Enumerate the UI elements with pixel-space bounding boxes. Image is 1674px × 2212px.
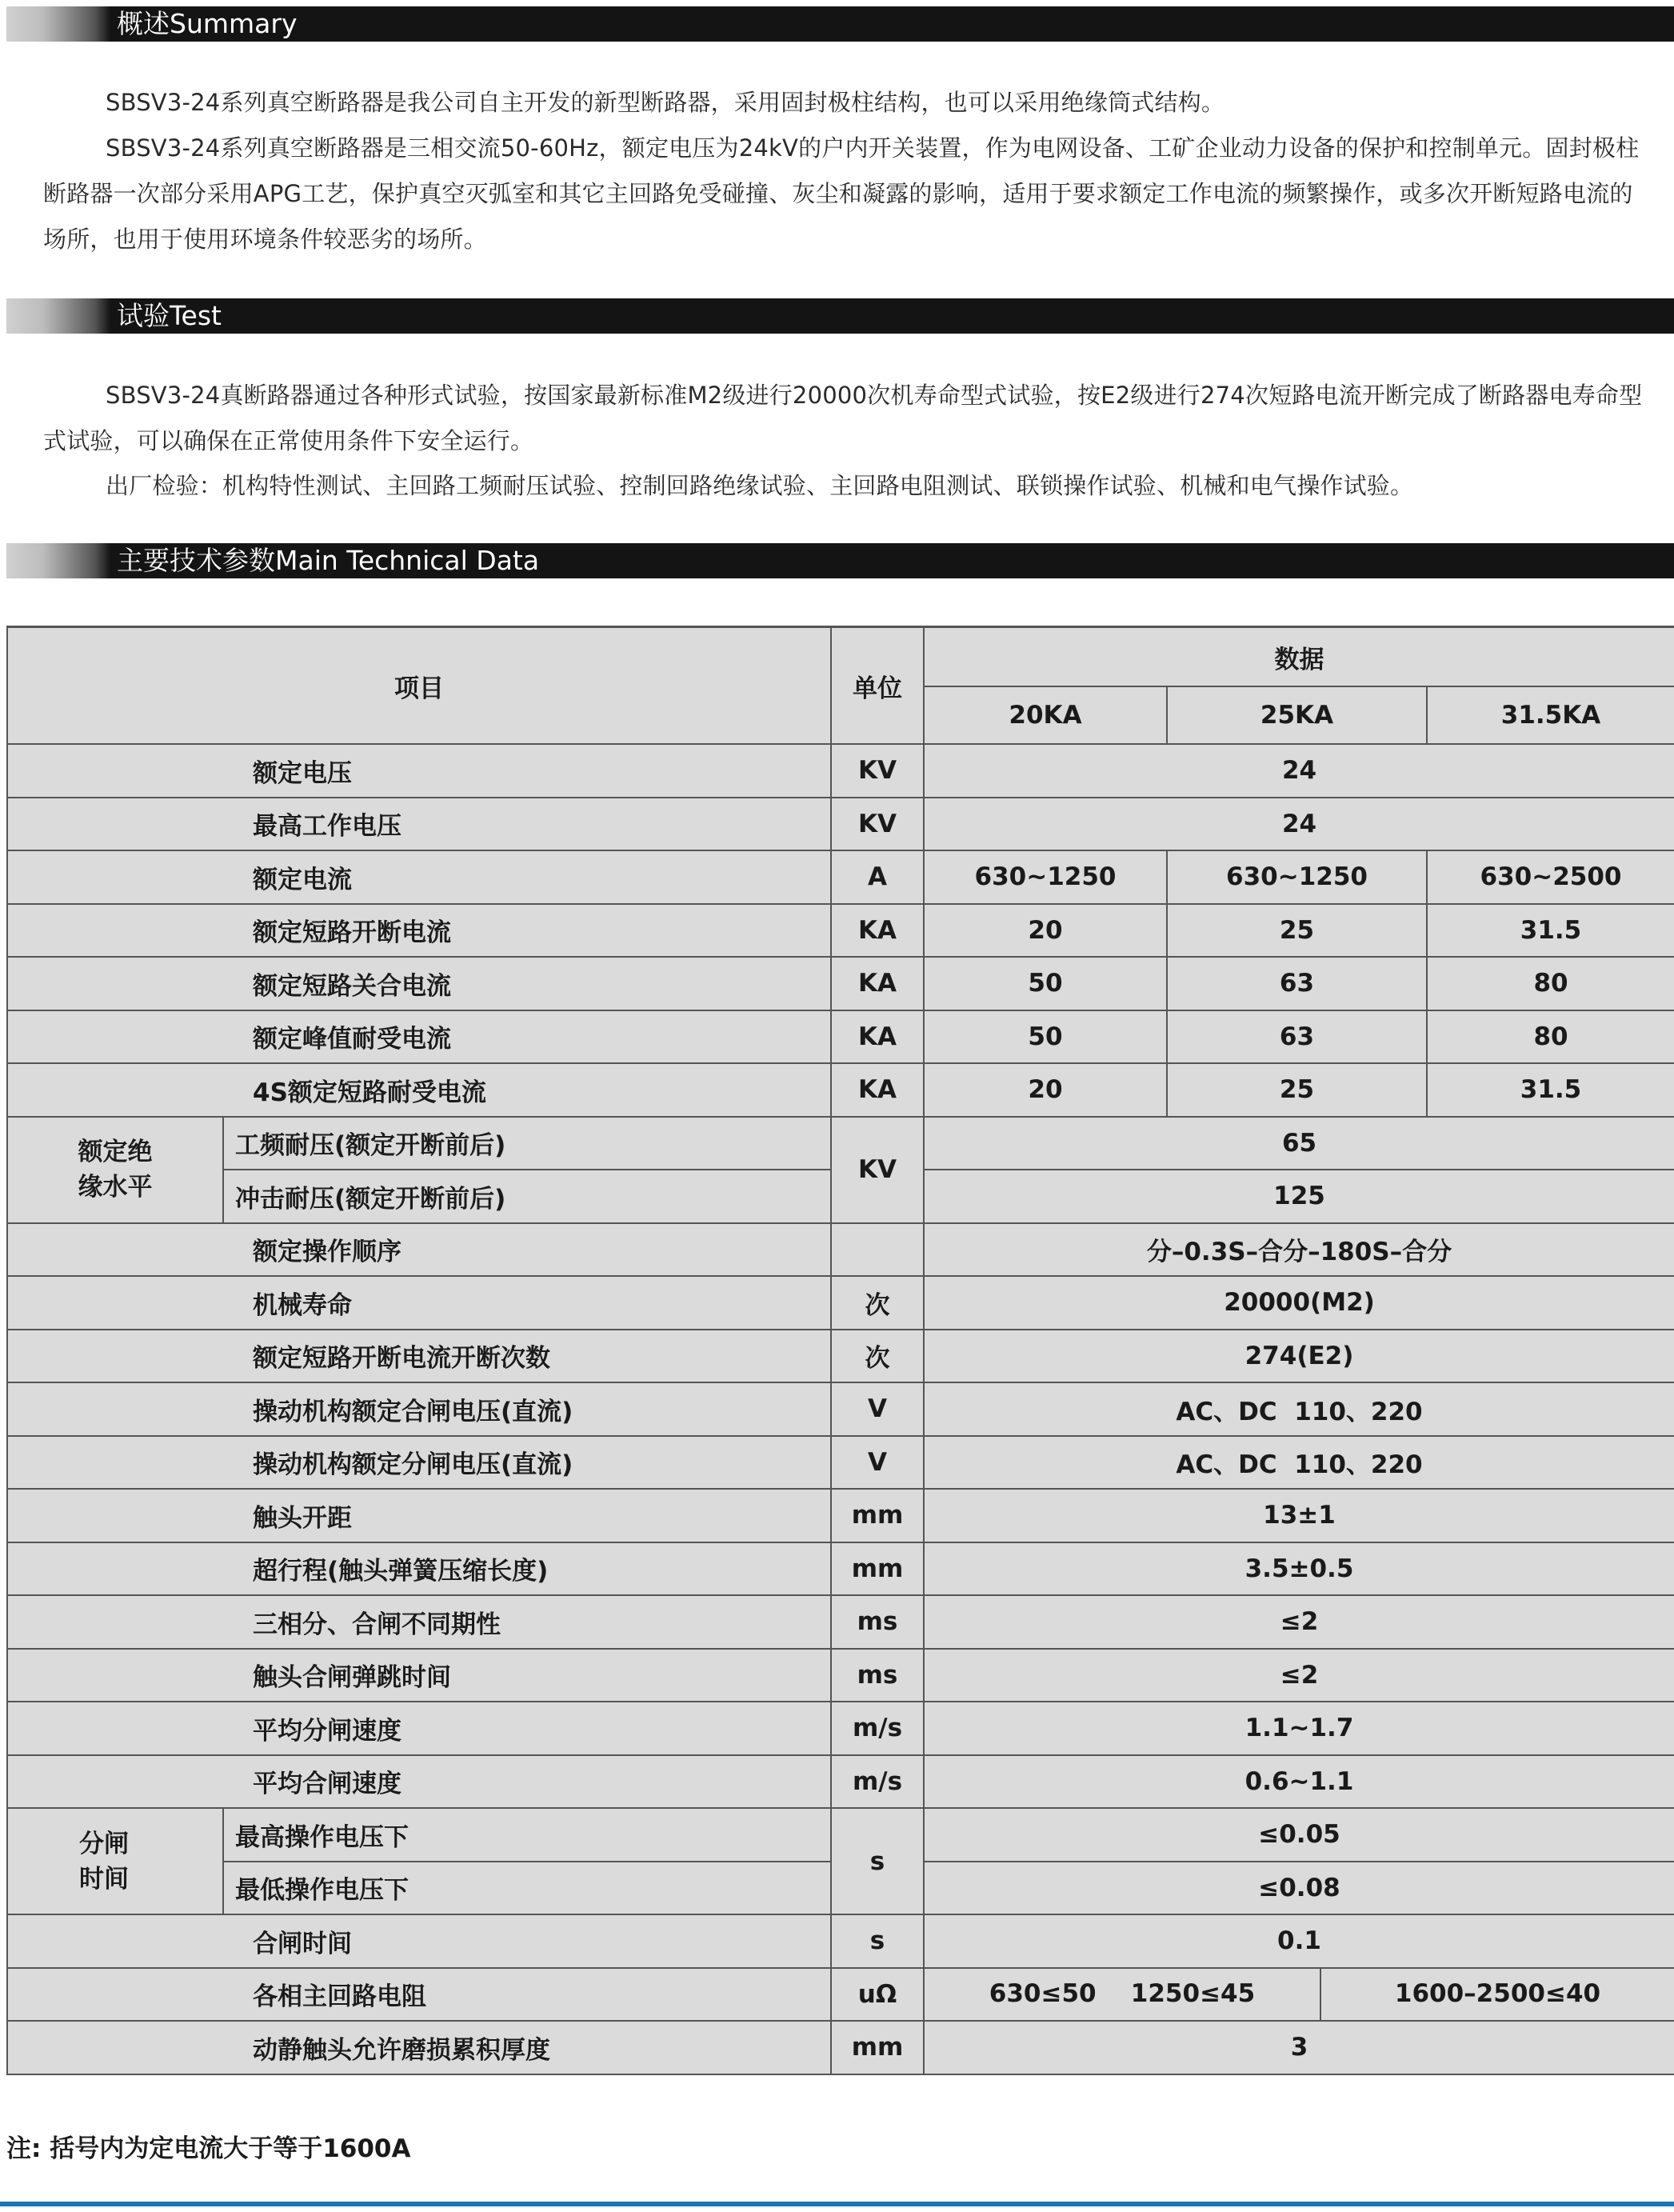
row-item-label: 操动机构额定合闸电压(直流)	[7, 1382, 831, 1436]
row-unit: mm	[831, 1542, 924, 1596]
table-row	[7, 1330, 1674, 1383]
table-row	[7, 1755, 1674, 1809]
row-unit: mm	[831, 1489, 924, 1542]
table-header-row	[7, 627, 1674, 687]
row-value-31-5ka: 31.5	[1427, 904, 1674, 958]
row-item-label: 最高操作电压下	[223, 1808, 831, 1862]
row-unit: s	[831, 1808, 924, 1914]
row-unit: ms	[831, 1595, 924, 1649]
header-unit: 单位	[831, 627, 924, 745]
summary-paragraph-2: SBSV3-24系列真空断路器是三相交流50-60Hz，额定电压为24kV的户内开关装置，作为电网设备、工矿企业动力设备的保护和控制单元。固封极柱断路器一次部分采用APG工艺，保护真空灭弧室和其它主回路免受碰撞、灰尘和凝露的影响，适用于要求额定工作电流的频繁操作，或多次开断短路电流的场所，也用于使用环境条件较恶劣的场所。	[43, 134, 1640, 253]
table-row	[7, 1595, 1674, 1649]
row-value: 1.1~1.7	[924, 1702, 1674, 1755]
row-value: 274(E2)	[924, 1330, 1674, 1383]
row-unit: V	[831, 1436, 924, 1490]
header-col-31-5ka: 31.5KA	[1427, 686, 1674, 744]
table-row	[7, 1063, 1674, 1117]
table-row	[7, 1436, 1674, 1490]
section-header-test	[6, 298, 1674, 334]
table-row	[7, 1010, 1674, 1064]
row-value-31-5ka: 31.5	[1427, 1063, 1674, 1117]
row-item-label: 4S额定短路耐受电流	[7, 1063, 831, 1117]
row-unit: m/s	[831, 1755, 924, 1809]
test-paragraph-2: 出厂检验：机构特性测试、主回路工频耐压试验、控制回路绝缘试验、主回路电阻测试、联锁操作试验、机械和电气操作试验。	[106, 472, 1414, 499]
row-value: AC、DC 110、220	[924, 1436, 1674, 1490]
group-label-opening-time	[7, 1808, 223, 1914]
row-value: 0.6~1.1	[924, 1755, 1674, 1809]
header-gradient	[6, 298, 110, 334]
row-unit: KA	[831, 1063, 924, 1117]
header-col-25ka: 25KA	[1167, 686, 1427, 744]
row-item-label: 额定短路关合电流	[7, 957, 831, 1010]
row-item-label: 工频耐压(额定开断前后)	[223, 1117, 831, 1170]
row-unit: KA	[831, 1010, 924, 1064]
row-value-a: 630≤50 1250≤45	[925, 1969, 1321, 2021]
row-item-label: 机械寿命	[7, 1276, 831, 1330]
row-value-25ka: 63	[1167, 1010, 1427, 1064]
row-item-label: 额定电流	[7, 850, 831, 904]
row-unit: s	[831, 1914, 924, 1968]
table-row	[7, 2021, 1674, 2074]
row-value-31-5ka: 630~2500	[1427, 850, 1674, 904]
header-item: 项目	[7, 627, 831, 745]
row-item-label: 额定短路开断电流	[7, 904, 831, 958]
row-value: 125	[924, 1170, 1674, 1223]
row-value-25ka: 25	[1167, 904, 1427, 958]
row-value-31-5ka: 80	[1427, 957, 1674, 1010]
row-unit: V	[831, 1382, 924, 1436]
row-item-label: 触头开距	[7, 1489, 831, 1542]
table-row	[7, 744, 1674, 798]
row-value: 0.1	[924, 1914, 1674, 1968]
header-data: 数据	[924, 627, 1674, 687]
group-label-text: 分闸时间	[79, 1829, 129, 1894]
row-unit: mm	[831, 2021, 924, 2074]
row-value-20ka: 630~1250	[924, 850, 1167, 904]
row-value-split	[924, 1968, 1674, 2022]
row-value-20ka: 50	[924, 1010, 1167, 1064]
section-header-data	[6, 543, 1674, 578]
row-item-label: 额定电压	[7, 744, 831, 798]
row-item-label: 各相主回路电阻	[7, 1968, 831, 2022]
row-unit: KV	[831, 1117, 924, 1223]
row-item-label: 合闸时间	[7, 1914, 831, 1968]
table-row	[7, 1382, 1674, 1436]
row-value: AC、DC 110、220	[924, 1382, 1674, 1436]
row-value-20ka: 50	[924, 957, 1167, 1010]
summary-paragraph-1: SBSV3-24系列真空断路器是我公司自主开发的新型断路器，采用固封极柱结构，也可以采用绝缘筒式结构。	[106, 89, 1225, 116]
row-item-label: 超行程(触头弹簧压缩长度)	[7, 1542, 831, 1596]
row-value-31-5ka: 80	[1427, 1010, 1674, 1064]
section-title-summary: 概述Summary	[117, 8, 298, 39]
table-row	[7, 1968, 1674, 2022]
row-item-label: 操动机构额定分闸电压(直流)	[7, 1436, 831, 1490]
row-value: ≤2	[924, 1649, 1674, 1702]
row-unit: m/s	[831, 1702, 924, 1755]
row-item-label: 额定峰值耐受电流	[7, 1010, 831, 1064]
row-value: ≤2	[924, 1595, 1674, 1649]
section-title-data: 主要技术参数Main Technical Data	[117, 545, 540, 576]
table-row	[7, 957, 1674, 1010]
row-item-label: 动静触头允许磨损累积厚度	[7, 2021, 831, 2074]
row-value: 分–0.3S–合分–180S–合分	[924, 1223, 1674, 1277]
bottom-accent-bar	[0, 2202, 1674, 2206]
row-item-label: 平均合闸速度	[7, 1755, 831, 1809]
header-gradient	[6, 543, 110, 578]
table-row	[7, 1808, 1674, 1862]
row-value-25ka: 630~1250	[1167, 850, 1427, 904]
row-item-label: 三相分、合闸不同期性	[7, 1595, 831, 1649]
table-row	[7, 1702, 1674, 1755]
row-unit: A	[831, 850, 924, 904]
row-unit	[831, 1223, 924, 1277]
table-row	[7, 904, 1674, 958]
row-item-label: 额定短路开断电流开断次数	[7, 1330, 831, 1383]
table-row	[7, 798, 1674, 851]
row-value: 65	[924, 1117, 1674, 1170]
header-gradient	[6, 6, 110, 42]
row-unit: 次	[831, 1276, 924, 1330]
table-row	[7, 1649, 1674, 1702]
group-label-text: 额定绝缘水平	[78, 1138, 153, 1202]
table-row	[7, 1489, 1674, 1542]
table-row	[7, 1117, 1674, 1170]
table-row	[7, 1276, 1674, 1330]
row-unit: KV	[831, 744, 924, 798]
row-value: 20000(M2)	[924, 1276, 1674, 1330]
row-item-label: 冲击耐压(额定开断前后)	[223, 1170, 831, 1223]
row-value-b: 1600–2500≤40	[1394, 1978, 1601, 2008]
row-item-label: 平均分闸速度	[7, 1702, 831, 1755]
row-unit: ms	[831, 1649, 924, 1702]
row-unit: KV	[831, 798, 924, 851]
table-row	[7, 1542, 1674, 1596]
row-value: 3	[924, 2021, 1674, 2074]
row-item-label: 触头合闸弹跳时间	[7, 1649, 831, 1702]
header-col-20ka: 20KA	[924, 686, 1167, 744]
section-header-summary	[6, 6, 1674, 42]
table-row	[7, 1223, 1674, 1277]
row-item-label: 最高工作电压	[7, 798, 831, 851]
row-value: ≤0.08	[924, 1862, 1674, 1915]
row-unit: KA	[831, 904, 924, 958]
row-value: ≤0.05	[924, 1808, 1674, 1862]
row-value: 3.5±0.5	[924, 1542, 1674, 1596]
technical-data-table	[6, 626, 1674, 2075]
row-item-label: 额定操作顺序	[7, 1223, 831, 1277]
row-value-20ka: 20	[924, 1063, 1167, 1117]
row-value: 24	[924, 798, 1674, 851]
row-unit: uΩ	[831, 1968, 924, 2022]
row-value-25ka: 25	[1167, 1063, 1427, 1117]
row-value: 24	[924, 744, 1674, 798]
table-row	[7, 850, 1674, 904]
table-note: 注: 括号内为定电流大于等于1600A	[6, 2134, 411, 2163]
row-unit: KA	[831, 957, 924, 1010]
row-value-25ka: 63	[1167, 957, 1427, 1010]
row-item-label: 最低操作电压下	[223, 1862, 831, 1915]
group-label-insulation	[7, 1117, 223, 1223]
row-value-20ka: 20	[924, 904, 1167, 958]
row-unit: 次	[831, 1330, 924, 1383]
test-paragraph-1: SBSV3-24真断路器通过各种形式试验，按国家最新标准M2级进行20000次机寿命型式试验，按E2级进行274次短路电流开断完成了断路器电寿命型式试验，可以确保在正常使用条件下安全运行。	[43, 382, 1643, 454]
table-row	[7, 1914, 1674, 1968]
section-title-test: 试验Test	[117, 300, 222, 331]
row-value: 13±1	[924, 1489, 1674, 1542]
